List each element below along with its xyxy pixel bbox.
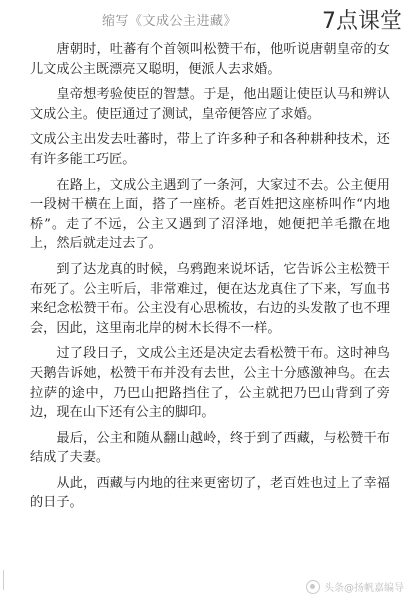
paragraph-6: 过了段日子，文成公主还是决定去看松赞干布。这时神鸟天鹅告诉她，松赞干布并没有去世，公主十分感激神鸟。在去拉萨的途中，乃巴山把路挡住了，公主就把乃巴山背到了旁边，现在山下还有公主的脚印。 [30,346,390,421]
watermark-text: 头条@扬帆嘉编导 [324,583,404,594]
paragraph-1: 唐朝时，吐蕃有个首领叫松赞干布，他听说唐朝皇帝的女儿文成公主既漂亮又聪明，便派人去求婚。 [30,42,390,77]
watermark-logo-icon [306,580,320,594]
paragraph-8: 从此，西藏与内地的往来更密切了，老百姓也过上了幸福的日子。 [30,475,390,511]
paragraph-5: 到了达龙真的时候，乌鸦跑来说坏话，它告诉公主松赞干布死了。公主听后，非常难过，便在达龙真住了下来，写血书来纪念松赞干布。公主没有心思梳妆，右边的头发散了也不理会，因此，这里南北岸的树木长得不一样。 [30,261,390,336]
document-title: 缩写《文成公主进藏》 [102,14,238,29]
brand-logo-text: 7点课堂 [322,9,402,34]
paragraph-7: 最后，公主和随从翻山越岭，终于到了西藏，与松赞干布结成了夫妻。 [30,430,390,466]
page-margin-divider [3,570,8,590]
paragraph-4: 在路上，文成公主遇到了一条河，大家过不去。公主便用一段树干横在上面，搭了一座桥。老百姓把这座桥叫作“内地桥”。走了不远，公主又遇到了沼泽地，她便把羊毛撒在地上，然后就走过去了。 [30,177,390,252]
paragraph-3: 文成公主出发去吐蕃时，带上了许多种子和各种耕种技术，还有许多能工巧匠。 [30,132,390,167]
watermark [306,579,404,594]
paragraph-2: 皇帝想考验使臣的智慧。于是，他出题让使臣认马和辨认文成公主。使臣通过了测试，皇帝便答应了求婚。 [30,87,390,122]
document-body [30,40,390,519]
